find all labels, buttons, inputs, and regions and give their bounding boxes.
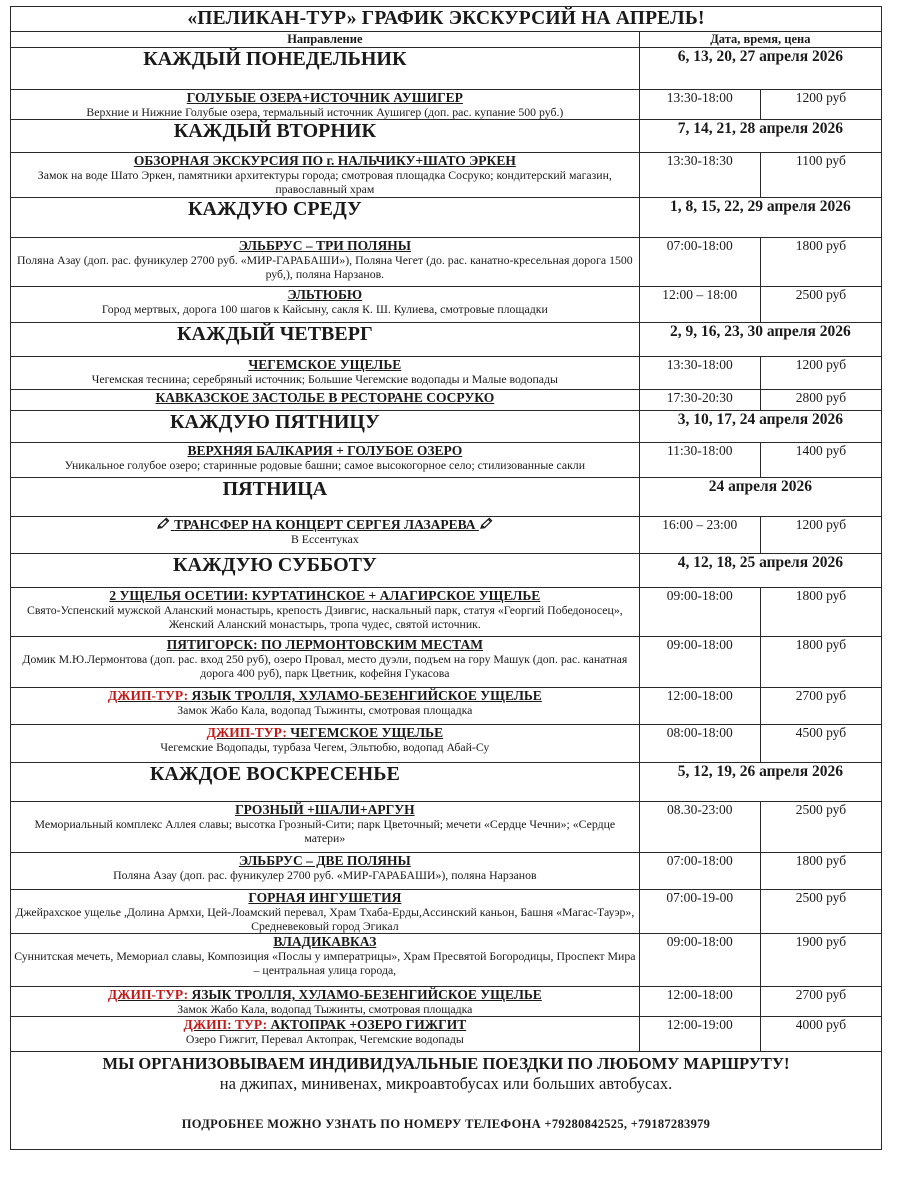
excursion-name-text: 2 УЩЕЛЬЯ ОСЕТИИ: КУРТАТИНСКОЕ + АЛАГИРСКОЕ УЩЕЛЬЕ — [109, 588, 541, 603]
day-row — [11, 120, 882, 153]
excursion-price: 1200 руб — [760, 357, 881, 390]
excursion-info — [11, 802, 640, 853]
day-dates: 5, 12, 19, 26 апреля 2026 — [639, 763, 881, 802]
excursion-name — [14, 238, 636, 253]
excursion-time: 08.30-23:00 — [639, 802, 760, 853]
excursion-name — [14, 987, 636, 1002]
excursion-name — [14, 90, 636, 105]
excursion-time: 12:00 – 18:00 — [639, 287, 760, 323]
excursion-info — [11, 390, 640, 411]
excursion-name-text: КАВКАЗСКОЕ ЗАСТОЛЬЕ В РЕСТОРАНЕ СОСРУКО — [155, 390, 495, 405]
excursion-row — [11, 1017, 882, 1052]
day-label-text: КАЖДУЮ ПЯТНИЦУ — [170, 411, 380, 433]
excursion-time: 11:30-18:00 — [639, 443, 760, 478]
excursion-description: Замок Жабо Кала, водопад Тыжинты, смотровая площадка — [177, 703, 473, 717]
day-label — [11, 411, 640, 443]
excursion-time: 13:30-18:00 — [639, 90, 760, 120]
day-row — [11, 48, 882, 90]
footer-offer: МЫ ОРГАНИЗОВЫВАЕМ ИНДИВИДУАЛЬНЫЕ ПОЕЗДКИ ПО ЛЮБОМУ МАРШРУТУ! — [102, 1054, 790, 1073]
excursion-price: 1200 руб — [760, 517, 881, 554]
day-label-text: КАЖДУЮ СУББОТУ — [173, 554, 377, 576]
excursion-name-text: ГОРНАЯ ИНГУШЕТИЯ — [248, 890, 402, 905]
day-label-text: КАЖДЫЙ ВТОРНИК — [173, 120, 376, 142]
excursion-row — [11, 725, 882, 763]
excursion-info — [11, 588, 640, 637]
day-row — [11, 198, 882, 238]
excursion-price: 4000 руб — [760, 1017, 881, 1052]
date-time-price-header: Дата, время, цена — [639, 32, 881, 48]
excursion-name — [14, 153, 636, 168]
direction-header: Направление — [11, 32, 640, 48]
excursion-name — [14, 802, 636, 817]
excursion-description: Чегемские Водопады, турбаза Чегем, Эльтюбю, водопад Абай-Су — [160, 740, 490, 754]
excursion-name — [14, 287, 636, 302]
excursion-description: Суннитская мечеть, Мемориал славы, Композиция «Послы у императрицы», Храм Пресвятой Богородицы, Проспект Мира – центральная улица города, — [14, 949, 636, 977]
excursion-time: 09:00-18:00 — [639, 637, 760, 688]
excursion-name-text: ЯЗЫК ТРОЛЛЯ, ХУЛАМО-БЕЗЕНГИЙСКОЕ УЩЕЛЬЕ — [188, 987, 542, 1002]
jeep-tour-prefix: ДЖИП-ТУР: — [206, 725, 287, 740]
excursion-name-text: АКТОПРАК +ОЗЕРО ГИЖГИТ — [267, 1017, 467, 1032]
excursion-name-text: ЯЗЫК ТРОЛЛЯ, ХУЛАМО-БЕЗЕНГИЙСКОЕ УЩЕЛЬЕ — [188, 688, 542, 703]
excursion-name — [14, 390, 636, 405]
excursion-description: Свято-Успенский мужской Аланский монастырь, крепость Дзивгис, наскальный парк, статуя «Георгий Победоносец», Женский Аланский монастырь, тропа чудес, святой источник. — [26, 603, 623, 631]
footer — [11, 1052, 882, 1150]
excursion-name-text: ПЯТИГОРСК: ПО ЛЕРМОНТОВСКИМ МЕСТАМ — [166, 637, 483, 652]
day-label — [11, 554, 640, 588]
excursion-name — [14, 934, 636, 949]
excursion-time: 07:00-18:00 — [639, 238, 760, 287]
excursion-name — [14, 637, 636, 652]
excursion-name — [14, 357, 636, 372]
day-label — [11, 48, 640, 90]
excursion-name-text: ГРОЗНЫЙ +ШАЛИ+АРГУН — [235, 802, 415, 817]
excursion-time: 17:30-20:30 — [639, 390, 760, 411]
day-label — [11, 323, 640, 357]
excursion-name — [14, 725, 636, 740]
day-dates: 2, 9, 16, 23, 30 апреля 2026 — [639, 323, 881, 357]
excursion-info — [11, 238, 640, 287]
excursion-time: 12:00-19:00 — [639, 1017, 760, 1052]
excursion-row — [11, 987, 882, 1017]
excursion-row — [11, 802, 882, 853]
excursion-row — [11, 688, 882, 725]
excursion-price: 4500 руб — [760, 725, 881, 763]
excursion-info — [11, 517, 640, 554]
excursion-row — [11, 357, 882, 390]
excursion-name-text: ТРАНСФЕР НА КОНЦЕРТ СЕРГЕЯ ЛАЗАРЕВА — [174, 517, 476, 532]
excursion-info — [11, 1017, 640, 1052]
day-row — [11, 323, 882, 357]
excursion-time: 16:00 – 23:00 — [639, 517, 760, 554]
excursion-price: 1900 руб — [760, 934, 881, 987]
excursion-info — [11, 287, 640, 323]
excursion-price: 2700 руб — [760, 987, 881, 1017]
excursion-time: 07:00-19-00 — [639, 890, 760, 934]
day-row — [11, 763, 882, 802]
day-label-text: ПЯТНИЦА — [222, 478, 328, 500]
day-label — [11, 478, 640, 517]
day-dates: 24 апреля 2026 — [639, 478, 881, 517]
day-dates: 6, 13, 20, 27 апреля 2026 — [639, 48, 881, 90]
excursion-price: 2500 руб — [760, 802, 881, 853]
excursion-price: 1800 руб — [760, 238, 881, 287]
excursion-info — [11, 443, 640, 478]
jeep-tour-prefix: ДЖИП: ТУР: — [183, 1017, 268, 1032]
excursion-time: 08:00-18:00 — [639, 725, 760, 763]
excursion-name-text: ЧЕГЕМСКОЕ УЩЕЛЬЕ — [248, 357, 402, 372]
excursion-price: 1800 руб — [760, 637, 881, 688]
excursion-info — [11, 90, 640, 120]
excursion-price: 2500 руб — [760, 890, 881, 934]
excursion-description: Поляна Азау (доп. рас. фуникулер 2700 руб. «МИР-ГАРАБАШИ»), Поляна Чегет (до. рас. канатно-кресельная дорога 1500 руб,), поляна Нарзанов. — [17, 253, 633, 281]
excursion-row — [11, 287, 882, 323]
excursion-row — [11, 390, 882, 411]
excursion-description: В Ессентуках — [290, 532, 359, 546]
excursion-description: Замок на воде Шато Эркен, памятники архитектуры города; смотровая площадка Сосруко; кондитерский магазин, православный храм — [37, 168, 612, 196]
excursion-price: 1800 руб — [760, 853, 881, 890]
day-dates: 3, 10, 17, 24 апреля 2026 — [639, 411, 881, 443]
footer-vehicles: на джипах, минивенах, микроавтобусах или больших автобусах. — [219, 1074, 673, 1093]
excursion-row — [11, 517, 882, 554]
excursion-info — [11, 853, 640, 890]
excursion-name-text: ЭЛЬБРУС – ТРИ ПОЛЯНЫ — [238, 238, 411, 253]
excursion-description: Поляна Азау (доп. рас. фуникулер 2700 руб. «МИР-ГАРАБАШИ»), поляна Нарзанов — [113, 868, 537, 882]
excursion-name-text: ВЕРХНЯЯ БАЛКАРИЯ + ГОЛУБОЕ ОЗЕРО — [187, 443, 463, 458]
excursion-row — [11, 934, 882, 987]
jeep-tour-prefix: ДЖИП-ТУР: — [107, 987, 189, 1002]
excursion-info — [11, 725, 640, 763]
excursion-row — [11, 637, 882, 688]
excursion-time: 12:00-18:00 — [639, 987, 760, 1017]
excursion-name — [14, 517, 636, 532]
excursion-name-text: ЭЛЬБРУС – ДВЕ ПОЛЯНЫ — [238, 853, 411, 868]
day-dates: 4, 12, 18, 25 апреля 2026 — [639, 554, 881, 588]
day-dates: 7, 14, 21, 28 апреля 2026 — [639, 120, 881, 153]
pencil-icon — [156, 517, 171, 530]
excursion-row — [11, 890, 882, 934]
day-label-text: КАЖДЫЙ ЧЕТВЕРГ — [177, 323, 373, 345]
excursion-description: Уникальное голубое озеро; старинные родовые башни; самое высокогорное село; стилизованные сакли — [64, 458, 586, 472]
excursion-row — [11, 90, 882, 120]
day-label — [11, 198, 640, 238]
page-title: «ПЕЛИКАН-ТУР» ГРАФИК ЭКСКУРСИЙ НА АПРЕЛЬ! — [11, 7, 882, 32]
excursion-name-text: ОБЗОРНАЯ ЭКСКУРСИЯ ПО г. НАЛЬЧИКУ+ШАТО ЭРКЕН — [133, 153, 516, 168]
excursion-price: 1100 руб — [760, 153, 881, 198]
excursion-name — [14, 688, 636, 703]
excursion-time: 13:30-18:00 — [639, 357, 760, 390]
day-row — [11, 411, 882, 443]
excursion-description: Верхние и Нижние Голубые озера, термальный источник Аушигер (доп. рас. купание 500 руб.) — [86, 105, 564, 119]
excursion-row — [11, 153, 882, 198]
day-label — [11, 763, 640, 802]
excursion-description: Мемориальный комплекс Аллея славы; высотка Грозный-Сити; парк Цветочный; мечети «Сердце Чечни»; «Сердце матери» — [34, 817, 616, 845]
excursion-description: Город мертвых, дорога 100 шагов к Кайсыну, сакля К. Ш. Кулиева, смотровые площадки — [101, 302, 548, 316]
excursion-time: 07:00-18:00 — [639, 853, 760, 890]
excursion-info — [11, 153, 640, 198]
day-label-text: КАЖДЫЙ ПОНЕДЕЛЬНИК — [143, 48, 407, 70]
pencil-icon — [479, 517, 494, 530]
day-label-text: КАЖДОЕ ВОСКРЕСЕНЬЕ — [149, 763, 400, 785]
excursion-info — [11, 357, 640, 390]
excursion-time: 12:00-18:00 — [639, 688, 760, 725]
day-label — [11, 120, 640, 153]
day-dates: 1, 8, 15, 22, 29 апреля 2026 — [639, 198, 881, 238]
excursion-row — [11, 443, 882, 478]
excursion-description: Озеро Гижгит, Перевал Актопрак, Чегемские водопады — [185, 1032, 464, 1046]
day-row — [11, 554, 882, 588]
excursion-row — [11, 853, 882, 890]
day-row — [11, 478, 882, 517]
excursion-info — [11, 637, 640, 688]
excursion-price: 1200 руб — [760, 90, 881, 120]
excursion-time: 13:30-18:30 — [639, 153, 760, 198]
day-label-text: КАЖДУЮ СРЕДУ — [188, 198, 362, 220]
excursion-description: Чегемская теснина; серебряный источник; Большие Чегемские водопады и Малые водопады — [91, 372, 558, 386]
excursion-price: 2700 руб — [760, 688, 881, 725]
excursion-info — [11, 890, 640, 934]
excursion-name-text: ВЛАДИКАВКАЗ — [273, 934, 377, 949]
excursion-description: Домик М.Ю.Лермонтова (доп. рас. вход 250 руб), озеро Провал, место дуэли, подъем на гору Машук (доп. рас. канатная дорога 400 руб), парк Цветник, кофейня Гукасова — [22, 652, 628, 680]
excursion-row — [11, 588, 882, 637]
jeep-tour-prefix: ДЖИП-ТУР: — [107, 688, 189, 703]
excursion-name — [14, 890, 636, 905]
excursion-price: 1400 руб — [760, 443, 881, 478]
excursion-info — [11, 934, 640, 987]
excursion-info — [11, 688, 640, 725]
excursion-info — [11, 987, 640, 1017]
excursion-price: 2800 руб — [760, 390, 881, 411]
excursion-time: 09:00-18:00 — [639, 588, 760, 637]
excursion-name — [14, 1017, 636, 1032]
footer-phone: ПОДРОБНЕЕ МОЖНО УЗНАТЬ ПО НОМЕРУ ТЕЛЕФОНА +79280842525, +79187283979 — [181, 1117, 711, 1131]
excursion-name — [14, 853, 636, 868]
excursion-price: 2500 руб — [760, 287, 881, 323]
excursion-row — [11, 238, 882, 287]
schedule-table — [10, 6, 882, 1150]
excursion-description: Замок Жабо Кала, водопад Тыжинты, смотровая площадка — [177, 1002, 473, 1016]
excursion-name-text: ЧЕГЕМСКОЕ УЩЕЛЬЕ — [286, 725, 444, 740]
excursion-description: Джейрахское ущелье ,Долина Армхи, Цей-Лоамский перевал, Храм Тхаба-Ерды,Ассинский каньон, Башня «Магас-Тауэр», Средневековый город Эгикал — [15, 905, 635, 933]
excursion-name-text: ГОЛУБЫЕ ОЗЕРА+ИСТОЧНИК АУШИГЕР — [186, 90, 463, 105]
excursion-name — [14, 588, 636, 603]
excursion-time: 09:00-18:00 — [639, 934, 760, 987]
excursion-price: 1800 руб — [760, 588, 881, 637]
excursion-name-text: ЭЛЬТЮБЮ — [287, 287, 363, 302]
excursion-name — [14, 443, 636, 458]
